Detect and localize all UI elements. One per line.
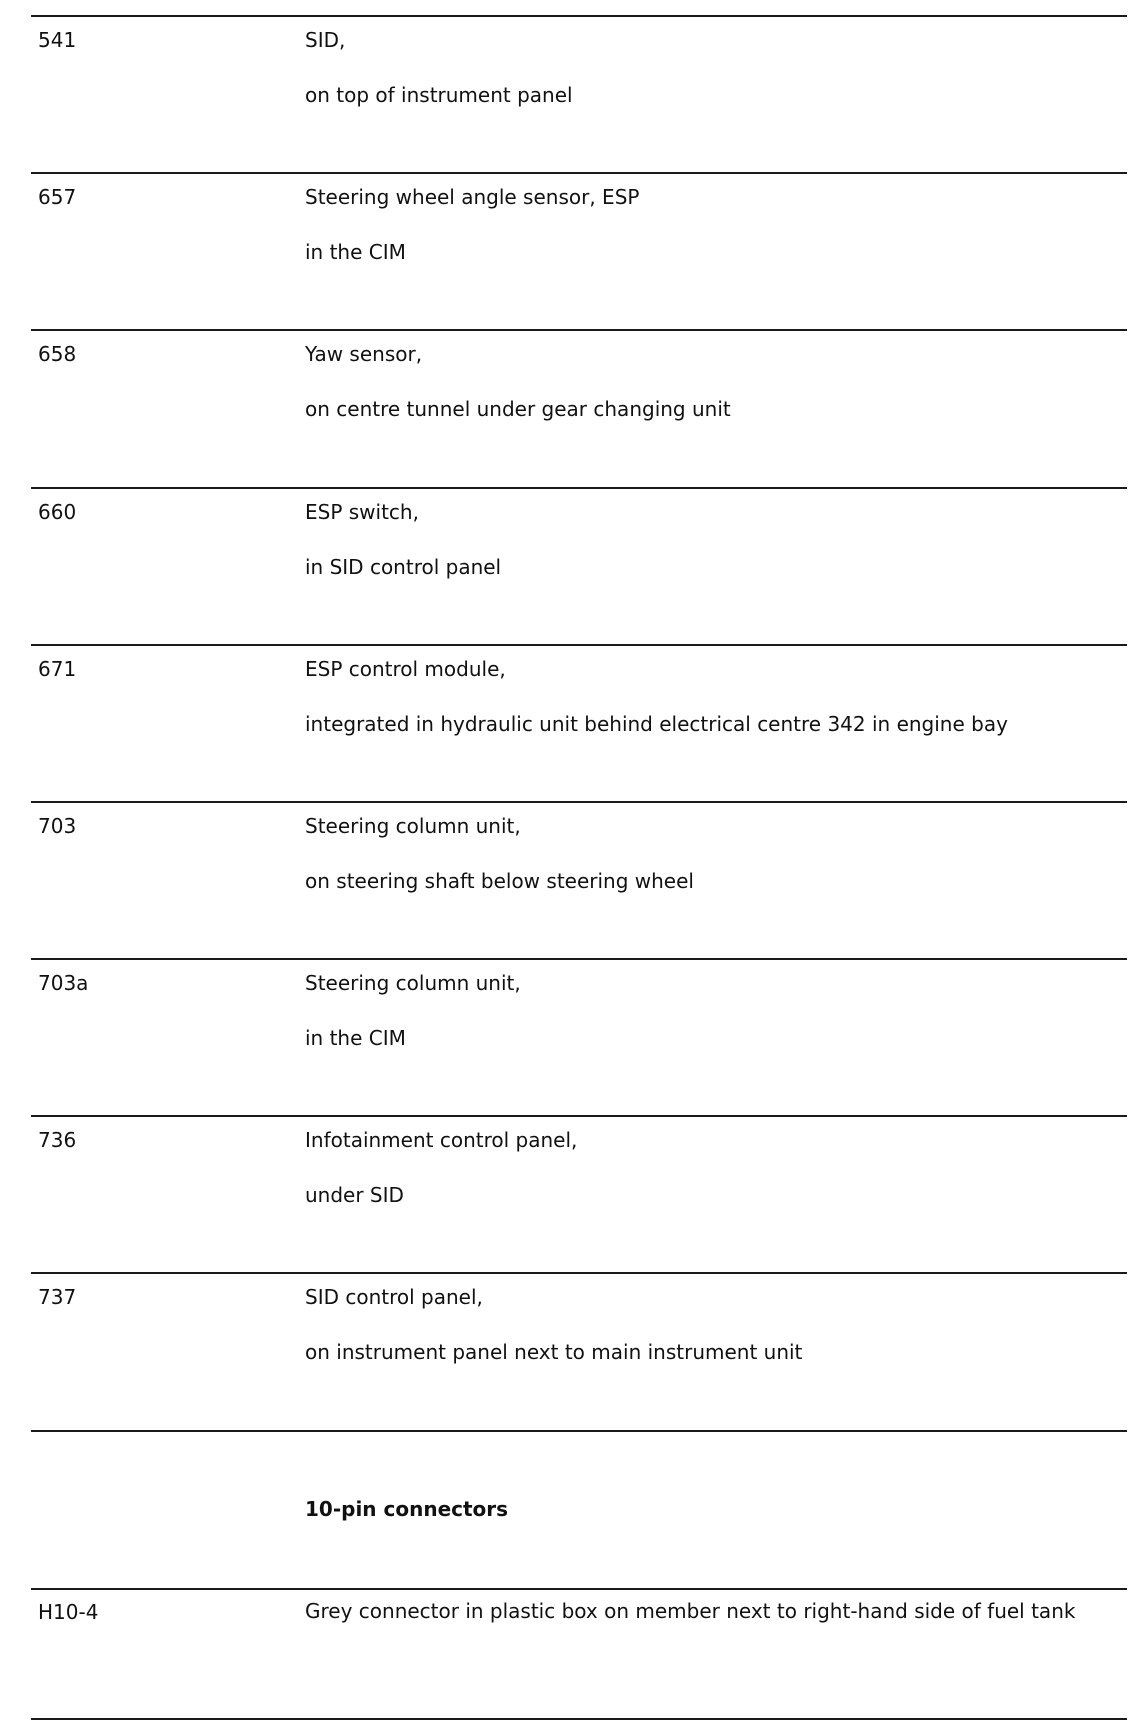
- component-code: 541: [38, 28, 77, 52]
- component-name: ESP control module,: [305, 657, 506, 681]
- row-divider: [31, 15, 1127, 17]
- component-code: 660: [38, 500, 77, 524]
- row-divider: [31, 1430, 1127, 1432]
- component-location: on centre tunnel under gear changing unit: [305, 397, 731, 421]
- component-name: ESP switch,: [305, 500, 419, 524]
- row-divider: [31, 487, 1127, 489]
- row-divider: [31, 1588, 1127, 1590]
- component-name: Steering column unit,: [305, 971, 521, 995]
- component-code: 703: [38, 814, 77, 838]
- component-name: Infotainment control panel,: [305, 1128, 578, 1152]
- component-code: 658: [38, 342, 77, 366]
- component-code: 671: [38, 657, 77, 681]
- component-location: on instrument panel next to main instrument unit: [305, 1340, 803, 1364]
- component-location: under SID: [305, 1183, 404, 1207]
- component-name: Steering column unit,: [305, 814, 521, 838]
- row-divider: [31, 1272, 1127, 1274]
- row-divider: [31, 644, 1127, 646]
- component-code: 657: [38, 185, 77, 209]
- component-code: 736: [38, 1128, 77, 1152]
- row-divider: [31, 329, 1127, 331]
- component-code: 737: [38, 1285, 77, 1309]
- component-location: in the CIM: [305, 1026, 406, 1050]
- row-divider: [31, 172, 1127, 174]
- row-divider: [31, 801, 1127, 803]
- component-location: on steering shaft below steering wheel: [305, 869, 694, 893]
- section-heading: 10-pin connectors: [305, 1497, 509, 1521]
- component-name: SID,: [305, 28, 346, 52]
- component-code: 703a: [38, 971, 89, 995]
- row-divider: [31, 958, 1127, 960]
- component-location: integrated in hydraulic unit behind electrical centre 342 in engine bay: [305, 712, 1008, 736]
- component-location: in SID control panel: [305, 555, 502, 579]
- component-name: Yaw sensor,: [305, 342, 423, 366]
- connector-location: Grey connector in plastic box on member next to right-hand side of fuel tank: [305, 1599, 1076, 1623]
- row-divider: [31, 1115, 1127, 1117]
- component-name: Steering wheel angle sensor, ESP: [305, 185, 640, 209]
- component-name: SID control panel,: [305, 1285, 483, 1309]
- component-location: in the CIM: [305, 240, 406, 264]
- connector-code: H10-4: [38, 1600, 99, 1624]
- component-location: on top of instrument panel: [305, 83, 573, 107]
- row-divider: [31, 1718, 1127, 1720]
